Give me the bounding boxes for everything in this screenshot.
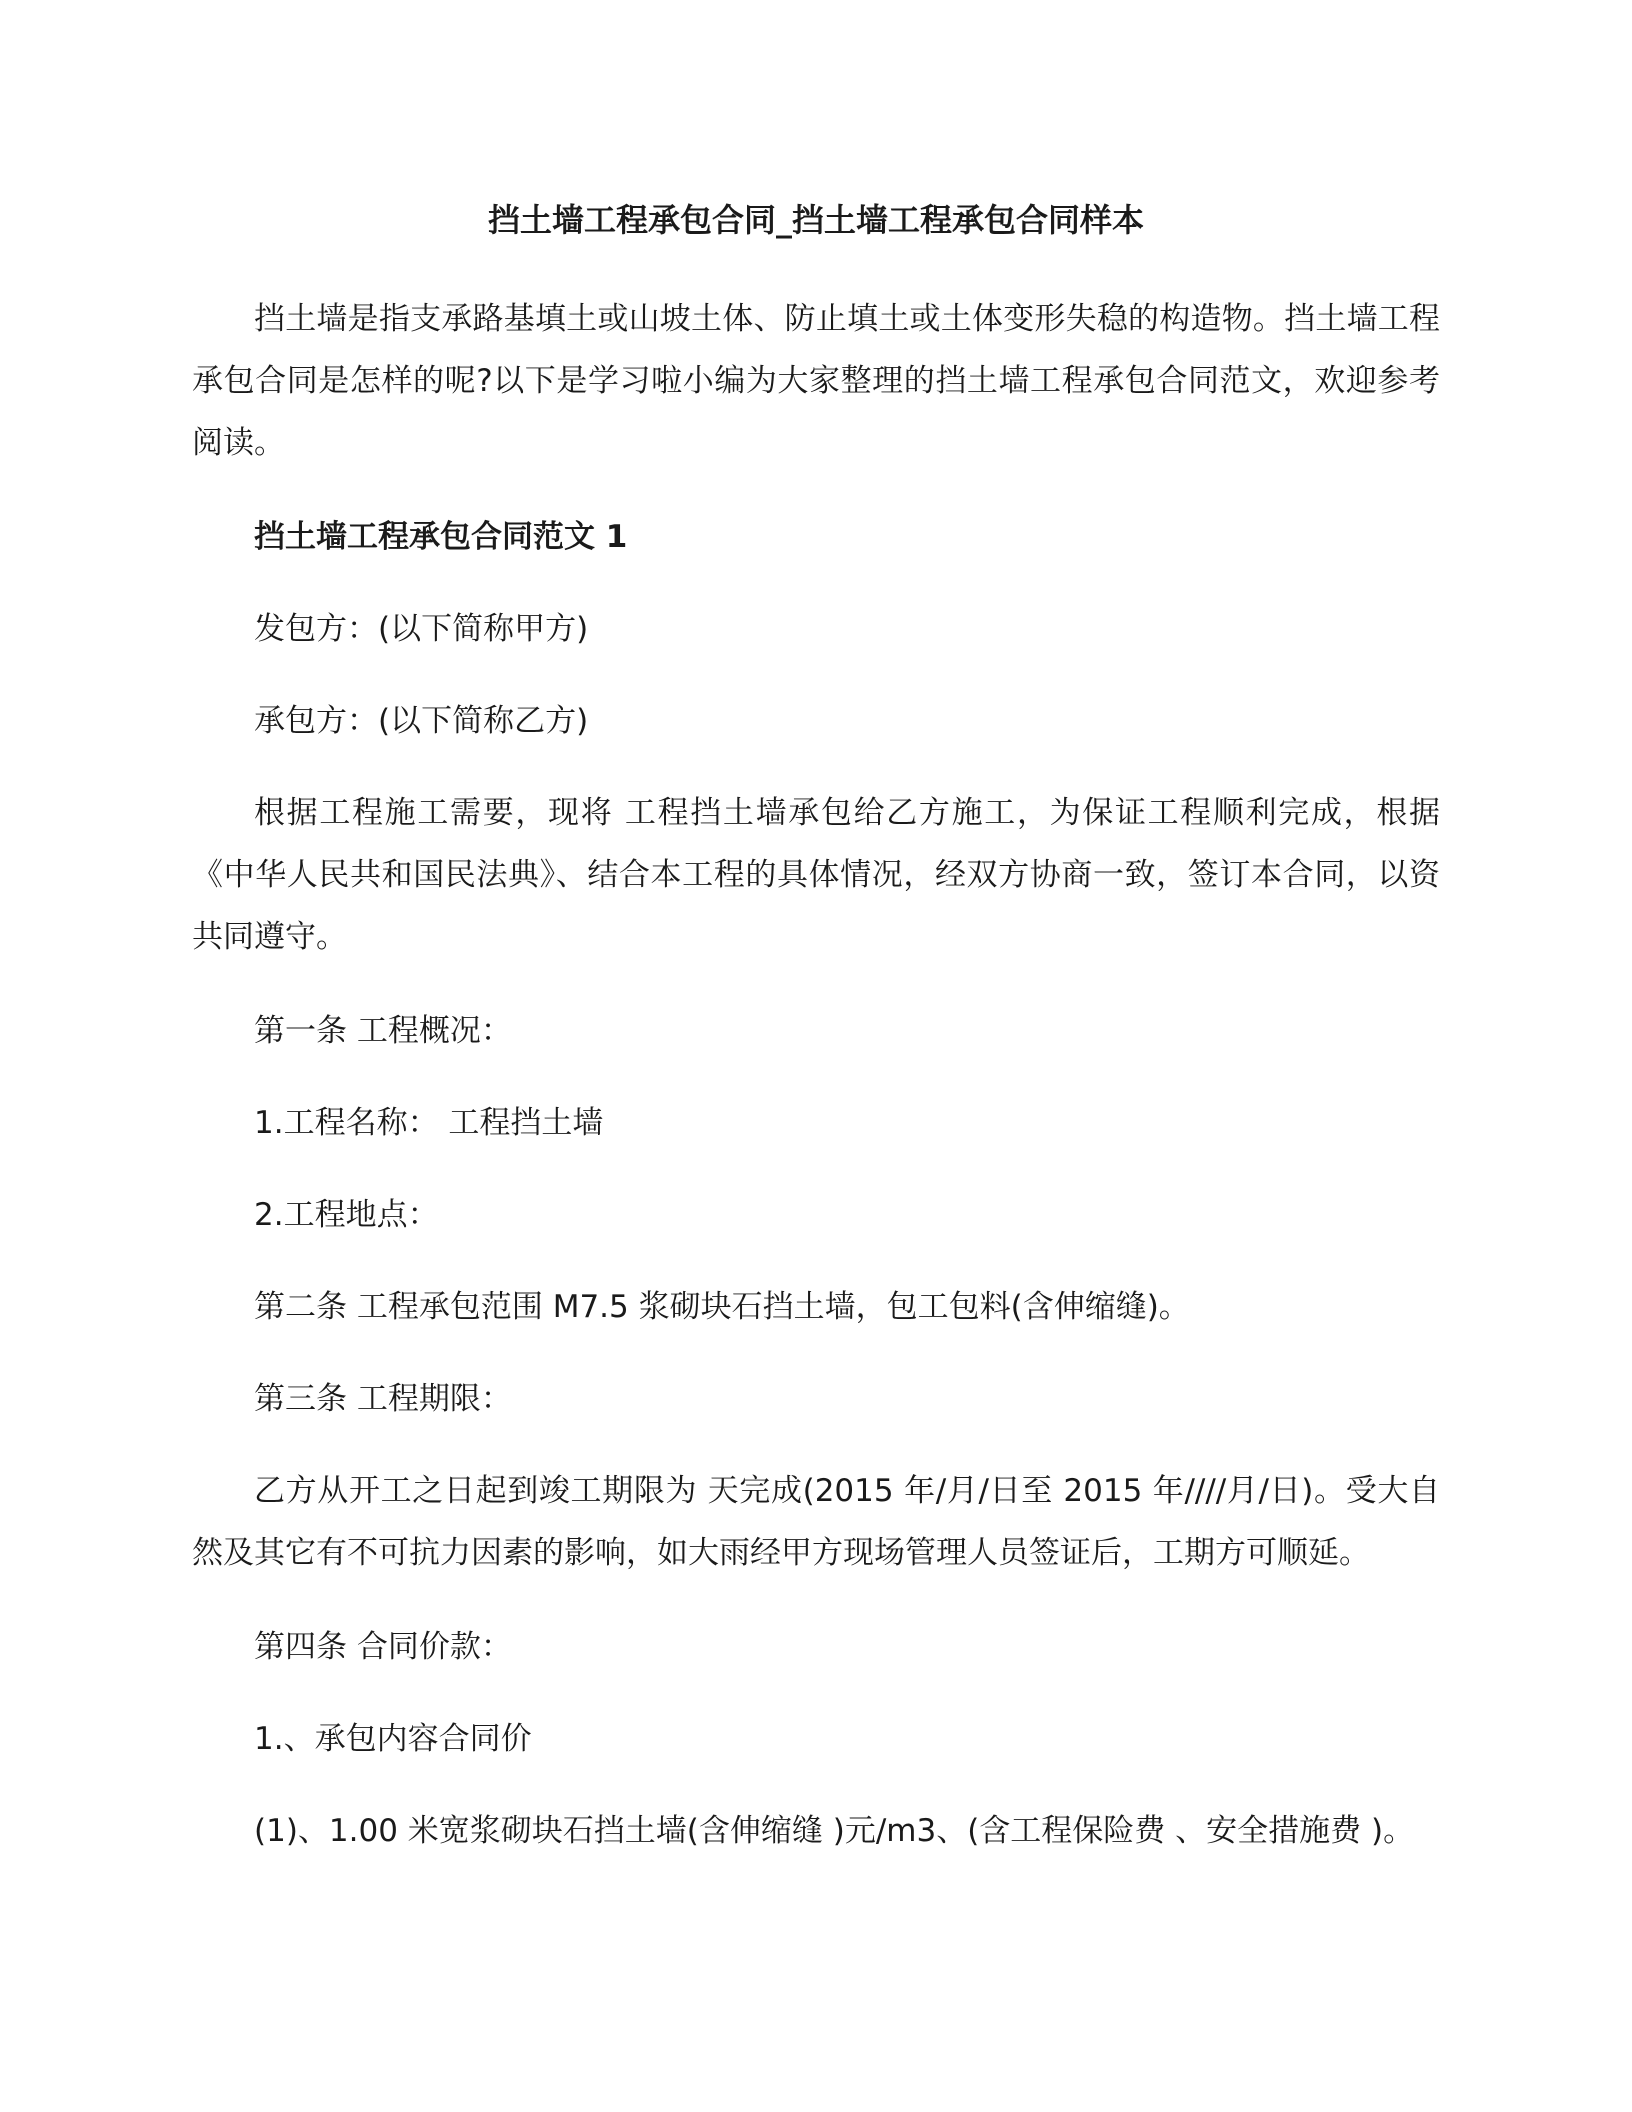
party-b-line: 承包方：(以下简称乙方)	[254, 703, 589, 739]
article-2: 第二条 工程承包范围 M7.5 浆砌块石挡土墙，包工包料(含伸缩缝)。	[254, 1289, 1190, 1325]
article-4-item-1-detail: (1)、1.00 米宽浆砌块石挡土墙(含伸缩缝 )元/m3、(含工程保险费 、安全措施费 )。	[254, 1813, 1415, 1849]
item-project-location: 2.工程地点：	[254, 1197, 439, 1233]
section-heading: 挡土墙工程承包合同范文 1	[254, 519, 628, 555]
article-4-item-1: 1.、承包内容合同价	[254, 1721, 532, 1757]
intro-paragraph: 挡土墙是指支承路基填土或山坡土体、防止填土或土体变形失稳的构造物。挡土墙工程承包合同是怎样的呢?以下是学习啦小编为大家整理的挡土墙工程承包合同范文，欢迎参考阅读。	[192, 301, 1440, 461]
article-3-heading: 第三条 工程期限：	[254, 1381, 512, 1417]
document-title: 挡土墙工程承包合同_挡土墙工程承包合同样本	[487, 201, 1144, 239]
party-a-line: 发包方：(以下简称甲方)	[254, 611, 589, 647]
article-1-heading: 第一条 工程概况：	[254, 1013, 512, 1049]
item-project-name: 1.工程名称： 工程挡土墙	[254, 1105, 604, 1141]
article-3-text: 乙方从开工之日起到竣工期限为 天完成(2015 年/月/日至 2015 年////月/日)。受大自然及其它有不可抗力因素的影响，如大雨经甲方现场管理人员签证后，工期方可顺延。	[192, 1473, 1440, 1571]
preamble-paragraph: 根据工程施工需要，现将 工程挡土墙承包给乙方施工，为保证工程顺利完成，根据《中华人民共和国民法典》、结合本工程的具体情况，经双方协商一致，签订本合同，以资共同遵守。	[192, 795, 1440, 955]
article-4-heading: 第四条 合同价款：	[254, 1629, 512, 1665]
